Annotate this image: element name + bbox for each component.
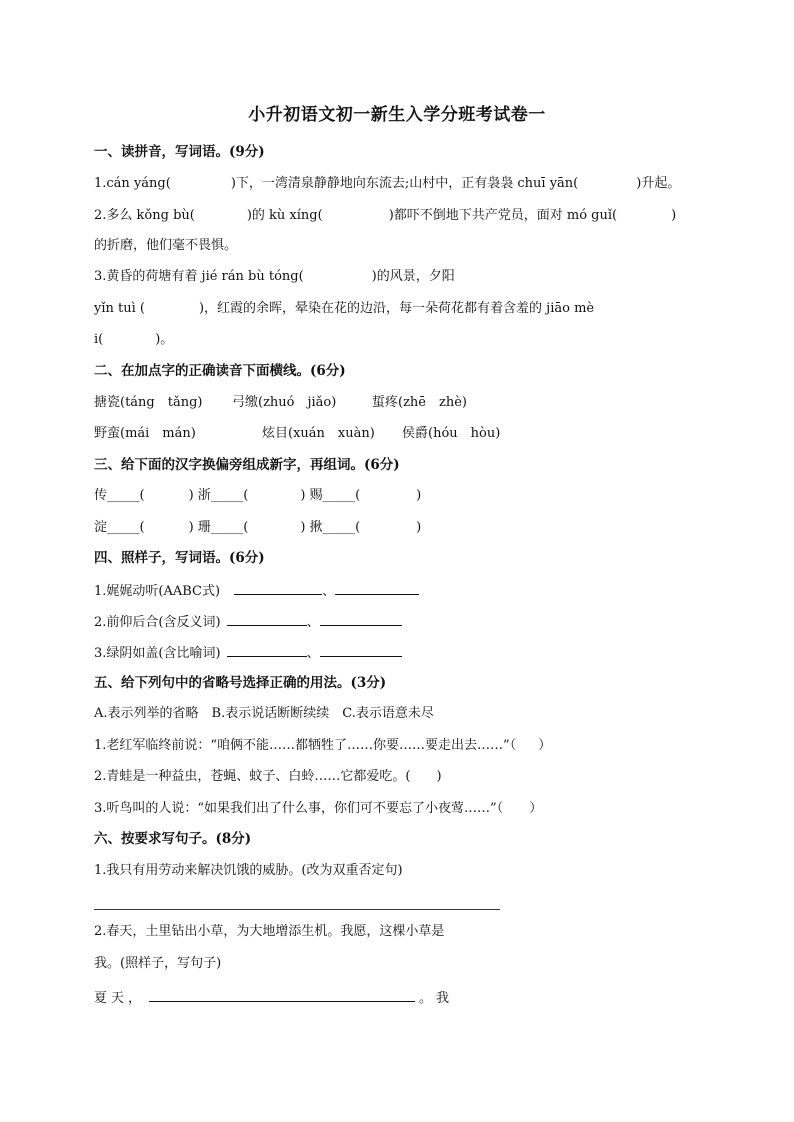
s4-q2-label: 2.前仰后合(含反义词): [94, 615, 221, 630]
s4-q1-blank2[interactable]: [335, 580, 419, 595]
q2-part-a: 2.多么 kǒng bù(: [94, 208, 195, 223]
s6-q2c-start: 夏天，: [94, 991, 146, 1006]
section4-q1: [94, 580, 704, 601]
q1-part-c: )升起。: [636, 176, 681, 191]
s4-q3-sep: 、: [306, 646, 320, 661]
q3-part-b: )的风景，夕阳: [371, 269, 455, 284]
section6-q1: 1.我只有用劳动来解决饥饿的威胁。(改为双重否定句): [94, 863, 403, 878]
word-tangci: 搪瓷(táng tǎng): [94, 395, 203, 410]
s5-q1-end: ）: [538, 738, 552, 753]
section1-q3-line3: i( )。: [94, 332, 174, 347]
s3-r1-d: ): [416, 488, 422, 503]
section6-q2b: 我。(照样子，写句子): [94, 956, 222, 971]
section1-q1: [94, 175, 704, 193]
q1-part-a: 1.cán yáng(: [94, 176, 171, 191]
section1-q3-line2: [94, 300, 704, 318]
section5-q3: 3.听鸟叫的人说：“如果我们出了什么事，你们可不要忘了小夜莺……”（ ）: [94, 801, 543, 816]
s4-q1-label: 1.娓娓动听(AABC式): [94, 584, 221, 599]
section2-row2: [94, 425, 704, 443]
section1-q2-cont: 的折磨，他们毫不畏惧。: [94, 238, 238, 253]
section5-q2: 2.青蛙是一种益虫，苍蝇、蚊子、白蛉……它都爱吃。( ): [94, 769, 442, 784]
s3-r2-a: 淀_____(: [94, 520, 145, 535]
section6-q2c: [94, 987, 704, 1008]
section1-q3: [94, 268, 704, 286]
q3-part-a: 3.黄昏的荷塘有着 jié rán bù tóng(: [94, 269, 304, 284]
answer-line-q1[interactable]: [94, 909, 500, 910]
s3-r2-d: ): [416, 520, 422, 535]
s4-q2-blank1[interactable]: [227, 611, 307, 626]
word-xuanmu: 炫目(xuán xuàn): [262, 426, 375, 441]
section6-q2a: 2.春天，土里钻出小草，为大地增添生机。我愿，这棵小草是: [94, 924, 445, 939]
s4-q1-sep: 、: [322, 584, 336, 599]
section4-q3: [94, 642, 704, 663]
section5-q1: [94, 737, 704, 755]
word-houjue: 侯爵(hóu hòu): [402, 426, 501, 441]
section1-heading: 一、读拼音，写词语。(9分): [94, 144, 265, 160]
section4-q2: [94, 611, 704, 632]
exam-title: 小升初语文初一新生入学分班考试卷一: [248, 105, 546, 125]
s4-q1-blank1[interactable]: [234, 580, 322, 595]
s3-r1-c: ) 赐_____(: [300, 488, 361, 503]
section6-heading: 六、按要求写句子。(8分): [94, 831, 252, 847]
s3-r2-c: ) 揪_____(: [300, 520, 361, 535]
section3-row2: [94, 519, 704, 537]
word-yeman: 野蛮(mái mán): [94, 426, 196, 441]
word-gongjiao: 弓缴(zhuó jiǎo): [232, 395, 337, 410]
section1-q2: [94, 207, 704, 225]
q2-part-b: )的 kù xíng(: [246, 208, 323, 223]
word-zheteng: 蜇疼(zhē zhè): [372, 395, 467, 410]
section3-heading: 三、给下面的汉字换偏旁组成新字，再组词。(6分): [94, 457, 400, 473]
q2-part-c: )都吓不倒地下共产党员，面对 mó guǐ(: [388, 208, 618, 223]
s3-r1-b: ) 浙_____(: [188, 488, 249, 503]
s3-r2-b: ) 珊_____(: [188, 520, 249, 535]
section3-row1: [94, 487, 704, 505]
s4-q3-blank2[interactable]: [320, 642, 402, 657]
q2-part-d: ): [671, 208, 677, 223]
s4-q3-label: 3.绿阴如盖(含比喻词): [94, 646, 221, 661]
q1-part-b: )下，一湾清泉静静地向东流去;山村中，正有袅袅 chuī yān(: [230, 176, 579, 191]
q3-line2-a: yǐn tuì (: [94, 301, 145, 316]
s4-q2-sep: 、: [306, 615, 320, 630]
section5-heading: 五、给下列句中的省略号选择正确的用法。(3分): [94, 675, 387, 691]
s4-q2-blank2[interactable]: [320, 611, 402, 626]
s6-q2c-end: 。我: [419, 991, 454, 1006]
s5-q1-text: 1.老红军临终前说：“咱俩不能……都牺牲了……你要……要走出去……”（: [94, 738, 517, 753]
q3-line2-b: )，红霞的余晖，晕染在花的边沿，每一朵荷花都有着含羞的 jiāo mè: [198, 301, 595, 316]
section5-options: A.表示列举的省略 B.表示说话断断续续 C.表示语意未尽: [94, 706, 434, 721]
section4-heading: 四、照样子，写词语。(6分): [94, 550, 265, 566]
s4-q3-blank1[interactable]: [227, 642, 307, 657]
s6-q2c-blank[interactable]: [149, 987, 415, 1002]
s3-r1-a: 传_____(: [94, 488, 145, 503]
section2-row1: [94, 394, 704, 412]
section2-heading: 二、在加点字的正确读音下面横线。(6分): [94, 363, 346, 379]
